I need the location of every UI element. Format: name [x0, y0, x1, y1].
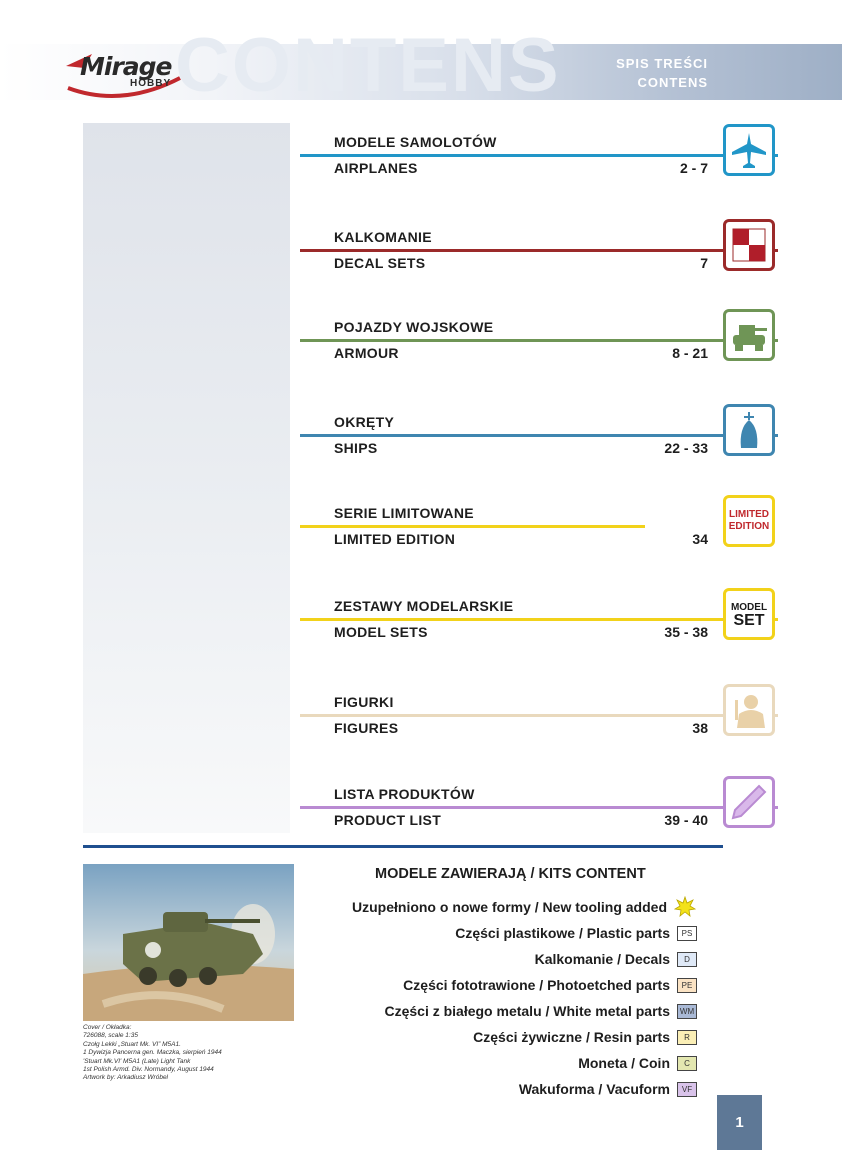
section-pages: 8 - 21 — [672, 345, 708, 361]
section-pages: 7 — [700, 255, 708, 271]
section-title-pl: OKRĘTY — [334, 414, 395, 430]
set-icon-text: SET — [733, 612, 765, 629]
section-armour[interactable] — [300, 319, 790, 379]
kit-item-label: Kalkomanie / Decals — [534, 951, 670, 967]
decal-checker-icon — [723, 219, 775, 271]
kit-item-label: Moneta / Coin — [578, 1055, 670, 1071]
page-number: 1 — [717, 1095, 762, 1150]
section-decals[interactable] — [300, 229, 790, 289]
section-figures[interactable] — [300, 694, 790, 754]
kit-item-new-tooling — [352, 897, 696, 917]
section-title-pl: LISTA PRODUKTÓW — [334, 786, 475, 802]
kit-item-label: Części fototrawione / Photoetched parts — [403, 977, 670, 993]
caption-line: Artwork by: Arkadiusz Wróbel — [83, 1074, 169, 1082]
section-rule — [300, 249, 778, 252]
kit-item-vacuform — [519, 1079, 697, 1099]
section-pages: 39 - 40 — [664, 812, 708, 828]
section-rule — [300, 806, 778, 809]
cover-caption — [83, 1024, 303, 1083]
section-title-pl: ZESTAWY MODELARSKIE — [334, 598, 514, 614]
section-title-en: SHIPS — [334, 440, 378, 456]
cover-artwork-image — [83, 864, 294, 1021]
header-title-en: CONTENS — [637, 75, 708, 90]
section-pages: 38 — [692, 720, 708, 736]
section-limited-edition[interactable] — [300, 505, 790, 565]
kit-item-label: Części żywiczne / Resin parts — [473, 1029, 670, 1045]
section-title-pl: MODELE SAMOLOTÓW — [334, 134, 497, 150]
coin-badge: C — [677, 1056, 697, 1071]
logo-text: Mirage — [80, 52, 172, 81]
caption-line: 'Stuart Mk.VI' M5A1 (Late) Light Tank — [83, 1057, 191, 1065]
kit-item-photoetched — [403, 975, 697, 995]
section-title-en: AIRPLANES — [334, 160, 418, 176]
kit-item-coin — [578, 1053, 697, 1073]
section-airplanes[interactable] — [300, 134, 790, 194]
limited-icon-text: LIMITED — [729, 509, 769, 520]
airplane-icon — [723, 124, 775, 176]
figure-icon — [723, 684, 775, 736]
section-title-en: LIMITED EDITION — [334, 531, 456, 547]
kit-item-white-metal — [384, 1001, 697, 1021]
section-rule — [300, 434, 778, 437]
divider-rule — [83, 845, 723, 848]
section-rule — [300, 154, 778, 157]
decals-badge: D — [677, 952, 697, 967]
tank-icon — [723, 309, 775, 361]
section-title-en: PRODUCT LIST — [334, 812, 442, 828]
logo — [62, 48, 192, 100]
caption-line: 1 Dywizja Pancerna gen. Maczka, sierpień 1944 — [83, 1049, 222, 1057]
photoetched-badge: PE — [677, 978, 697, 993]
kit-item-label: Uzupełniono o nowe formy / New tooling added — [352, 899, 667, 915]
section-title-pl: FIGURKI — [334, 694, 394, 710]
white-metal-badge: WM — [677, 1004, 697, 1019]
pencil-icon — [723, 776, 775, 828]
caption-line: Czołg Lekki „Stuart Mk. VI” M5A1. — [83, 1040, 181, 1048]
section-title-en: MODEL SETS — [334, 624, 428, 640]
section-model-sets[interactable] — [300, 598, 790, 658]
section-pages: 22 - 33 — [664, 440, 708, 456]
kit-item-plastic — [455, 923, 697, 943]
kit-item-label: Wakuforma / Vacuform — [518, 1081, 670, 1097]
vacuform-badge: VF — [677, 1082, 697, 1097]
section-rule — [300, 525, 645, 528]
section-title-en: DECAL SETS — [334, 255, 426, 271]
section-title-pl: POJAZDY WOJSKOWE — [334, 319, 494, 335]
section-pages: 35 - 38 — [664, 624, 708, 640]
kit-item-resin — [473, 1027, 697, 1047]
model-set-icon — [723, 588, 775, 640]
section-pages: 2 - 7 — [679, 160, 708, 176]
header-title-pl: SPIS TREŚCI — [616, 56, 708, 71]
logo-subtext: HOBBY — [130, 78, 172, 89]
kit-item-label: Części plastikowe / Plastic parts — [455, 925, 670, 941]
kits-content-title: MODELE ZAWIERAJĄ / KITS CONTENT — [375, 866, 646, 882]
kit-item-decals — [535, 949, 697, 969]
big-title: CONTENS — [175, 23, 561, 108]
section-product-list[interactable] — [300, 786, 790, 846]
edition-icon-text: EDITION — [728, 521, 770, 532]
section-rule — [300, 339, 778, 342]
left-decorative-panel — [83, 123, 290, 833]
section-ships[interactable] — [300, 414, 790, 474]
kit-item-label: Części z białego metalu / White metal parts — [384, 1003, 670, 1019]
section-title-pl: KALKOMANIE — [334, 229, 432, 245]
header-right-titles — [616, 54, 708, 92]
section-rule — [300, 714, 778, 717]
caption-line: 1st Polish Armd. Div. Normandy, August 1944 — [83, 1066, 214, 1074]
section-title-en: ARMOUR — [334, 345, 399, 361]
section-title-en: FIGURES — [334, 720, 399, 736]
plastic-parts-badge: PS — [677, 926, 697, 941]
section-title-pl: SERIE LIMITOWANE — [334, 505, 474, 521]
ship-icon — [723, 404, 775, 456]
limited-edition-icon — [723, 495, 775, 547]
model-icon-text: MODEL — [730, 602, 768, 613]
caption-line: Cover / Okładka: — [83, 1024, 132, 1031]
caption-line: 726088, scale 1:35 — [83, 1032, 138, 1040]
new-tooling-star-icon — [674, 896, 696, 918]
section-rule — [300, 618, 778, 621]
resin-badge: R — [677, 1030, 697, 1045]
section-pages: 34 — [692, 531, 708, 547]
